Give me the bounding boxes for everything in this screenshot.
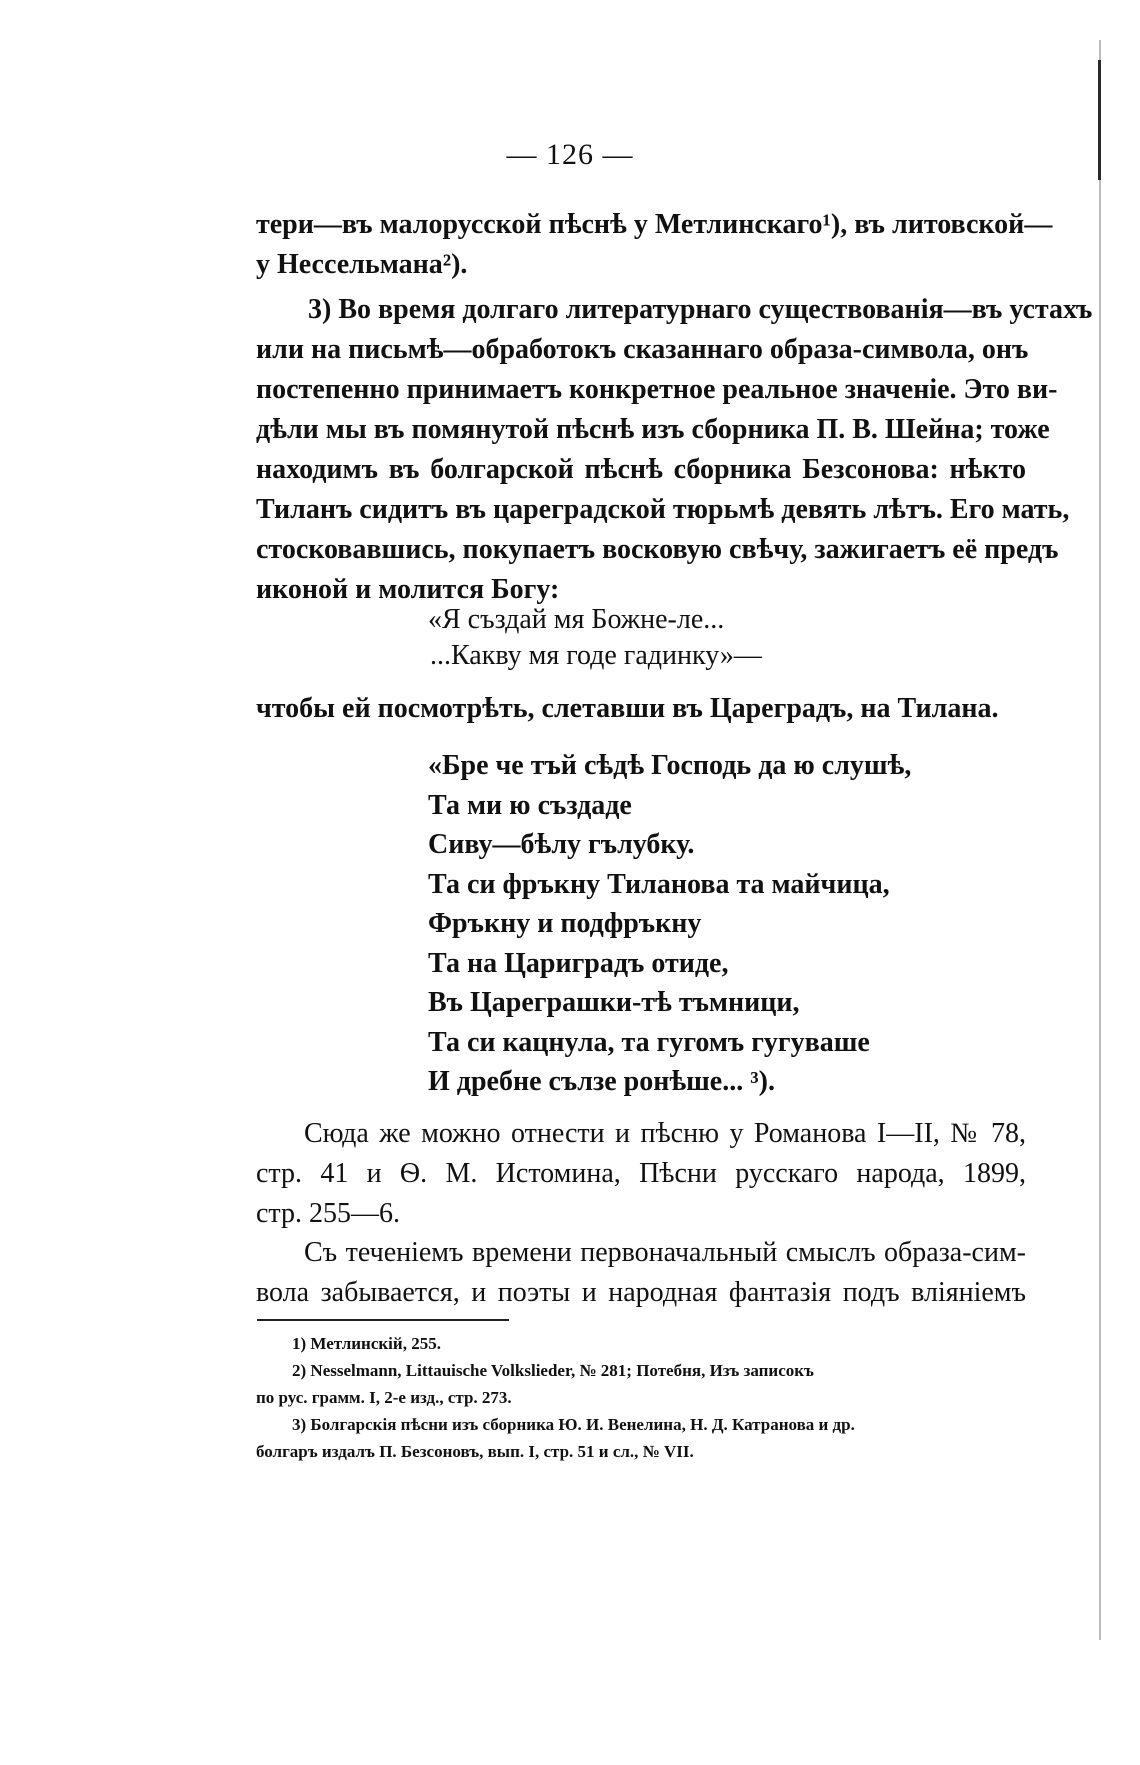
paragraph-line: стосковавшись, покупаетъ восковую свѣчу, зажигаетъ её предъ [256, 534, 1059, 565]
verse-line: Фръкну и подфръкну [428, 908, 702, 939]
verse-line: Сиву—бѣлу гълубку. [428, 829, 695, 860]
paragraph-line: Съ теченіемъ времени первоначальный смыслъ образа-сим- [304, 1237, 1026, 1268]
verse-line: «Бре че тъй сѣдѣ Господь да ю слушѣ, [428, 750, 912, 781]
footnotes [256, 1330, 1026, 1465]
footnote-divider [257, 1319, 509, 1321]
paragraph-line: дѣли мы въ помянутой пѣснѣ изъ сборника П. В. Шейна; тоже [256, 414, 1050, 445]
footnote-2-continued: по рус. грамм. I, 2-е изд., стр. 273. [256, 1388, 512, 1407]
footnote-1: 1) Метлинскій, 255. [292, 1334, 441, 1353]
quote-line: ...Какву мя годе гадинку»— [430, 640, 762, 671]
paragraph-line: тери—въ малорусской пѣснѣ у Метлинскаго¹), въ литовской— [256, 209, 1053, 240]
quote-line: «Я създай мя Божне-ле... [428, 604, 725, 635]
paragraph-line: или на письмѣ—обработокъ сказаннаго образа-символа, онъ [256, 334, 1029, 365]
paragraph-line: у Нессельмана²). [256, 249, 468, 280]
paragraph-line: чтобы ей посмотрѣть, слетавши въ Цареградъ, на Тилана. [256, 693, 999, 724]
paragraph-line: Сюда же можно отнести и пѣсню у Романова I—II, № 78, [304, 1118, 1026, 1149]
paragraph-continuation [256, 205, 1053, 285]
verse-line: Та си кацнула, та гугомъ гугуваше [428, 1026, 870, 1058]
paragraph-line: Тиланъ сидитъ въ цареградской тюрьмѣ девять лѣтъ. Его мать, [256, 494, 1070, 525]
verse-line: Та на Цариградъ отиде, [428, 947, 729, 979]
footnote-2: 2) Nesselmann, Littauische Volkslieder, № 281; Потебня, Изъ записокъ [292, 1361, 814, 1380]
verse-line: Та си фръкну Тиланова та майчица, [428, 868, 890, 900]
connector-text [256, 689, 1026, 729]
paragraph-line: 3) Во время долгаго литературнаго существованія—въ устахъ [308, 294, 1093, 325]
paragraph-line: постепенно принимаетъ конкретное реальное значеніе. Это ви- [256, 374, 1058, 405]
paragraph-line: стр. 255—6. [256, 1198, 401, 1229]
paragraph-line: вола забывается, и поэты и народная фантазія подъ вліяніемъ [256, 1277, 1026, 1308]
verse-line: Та ми ю създаде [428, 789, 632, 821]
paragraph-item-3 [256, 290, 1093, 610]
paragraph-line: находимъ въ болгарской пѣснѣ сборника Безсонова: нѣкто [256, 454, 1026, 485]
verse-block [428, 746, 911, 1102]
paragraph-references [256, 1114, 1026, 1234]
paragraph-line: иконой и молится Богу: [256, 574, 560, 605]
paragraph-line: стр. 41 и Ѳ. М. Истомина, Пѣсни русскаго народа, 1899, [256, 1158, 1026, 1189]
page-number: — 126 — [506, 138, 634, 171]
footnote-3-continued: болгаръ издалъ П. Безсоновъ, вып. I, стр. 51 и сл., № VII. [256, 1442, 694, 1461]
verse-line: И дребне сълзе ронѣше... ³). [428, 1066, 775, 1097]
footnote-3: 3) Болгарскія пѣсни изъ сборника Ю. И. Венелина, Н. Д. Катранова и др. [292, 1415, 855, 1434]
quote-block [428, 602, 762, 674]
verse-line: Въ Цареграшки-тѣ тъмници, [428, 987, 800, 1018]
paragraph-final [256, 1233, 1026, 1313]
page-edge-line [1099, 40, 1101, 1640]
